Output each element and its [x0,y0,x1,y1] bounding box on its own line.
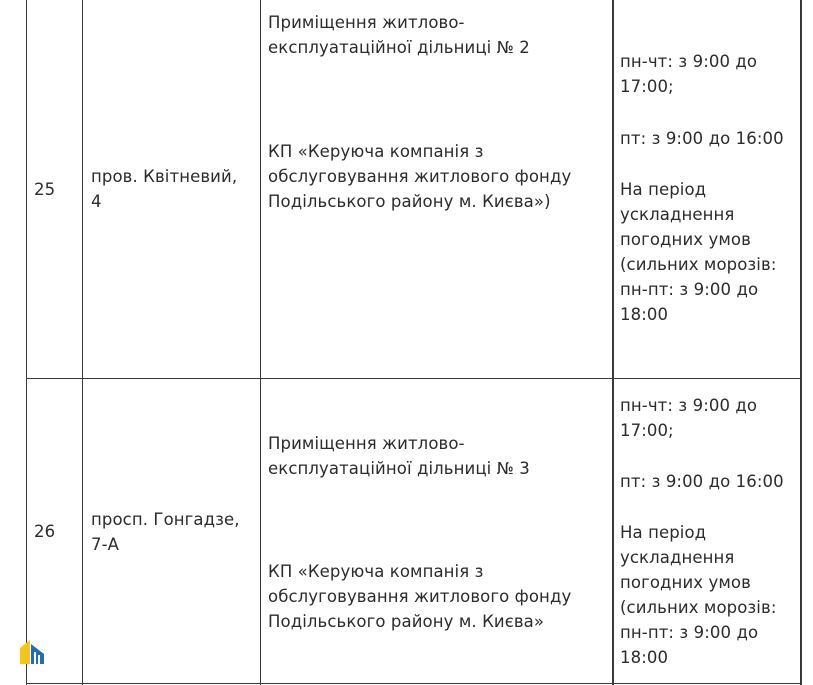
row-number: 26 [34,522,56,541]
table-border-right [800,0,802,685]
premises-name: Приміщення житлово- експлуатаційної дільниці № 2 [268,13,530,57]
managing-company: КП «Керуюча компанія з обслуговування житлового фонду Подільського району м. Києва») [268,142,572,211]
column-divider-2 [260,0,261,685]
hours-friday: пт: з 9:00 до 16:00 [620,472,784,491]
managing-company: КП «Керуюча компанія з обслуговування житлового фонду Подільського району м. Києва» [268,562,572,631]
row-number: 25 [34,180,56,199]
hours-severe-weather: На період ускладнення погодних умов (сильних морозів: пн-пт: з 9:00 до 18:00 [620,180,777,324]
premises-name: Приміщення житлово- експлуатаційної дільниці № 3 [268,434,530,478]
column-divider-3 [612,0,614,685]
address-cell: просп. Гонгадзе, 7-А [91,510,240,554]
row-divider [26,378,802,379]
table-border-left [26,0,27,685]
table-border-bottom [26,683,802,684]
hours-severe-weather: На період ускладнення погодних умов (сильних морозів: пн-пт: з 9:00 до 18:00 [620,523,777,667]
hours-weekdays: пн-чт: з 9:00 до 17:00; [620,52,758,96]
hours-friday: пт: з 9:00 до 16:00 [620,129,784,148]
hours-weekdays: пн-чт: з 9:00 до 17:00; [620,396,758,440]
column-divider-1 [82,0,83,685]
address-cell: пров. Квітневий, 4 [91,167,238,211]
building-logo-icon [20,640,44,664]
